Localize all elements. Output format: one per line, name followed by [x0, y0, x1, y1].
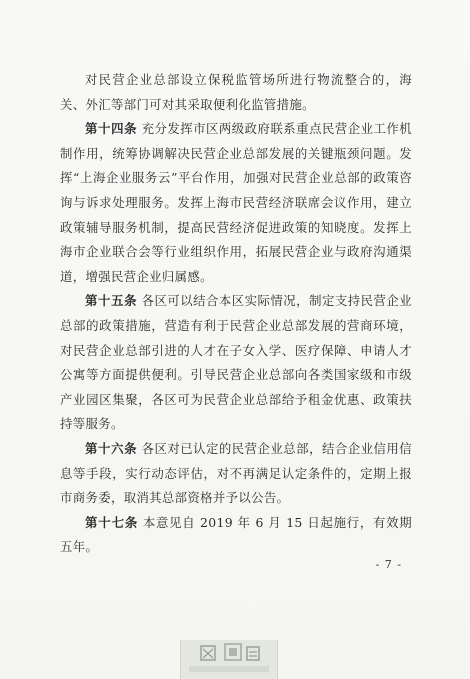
article-15 — [60, 289, 412, 437]
article-heading: 第十六条 — [85, 440, 138, 456]
article-17 — [60, 511, 412, 560]
paragraph-logistics — [60, 68, 412, 117]
page-number: - 7 - — [375, 558, 402, 571]
article-text: 各区可以结合本区实际情况，制定支持民营企业总部的政策措施，营造有利于民营企业总部发展的营商环境，对民营企业总部引进的人才在子女入学、医疗保障、申请人才公寓等方面提供便利。引导民营企业总部向各类国家级和市级产业园区集聚，各区可为民营企业总部给予租金优惠、政策扶持等服务。 — [60, 293, 412, 432]
document-body — [60, 68, 412, 560]
article-heading: 第十五条 — [85, 293, 138, 309]
article-16 — [60, 437, 412, 511]
article-heading: 第十四条 — [85, 121, 138, 137]
article-14 — [60, 117, 412, 289]
article-text: 本意见自 2019 年 6 月 15 日起施行，有效期五年。 — [60, 514, 413, 555]
paragraph-text: 对民营企业总部设立保税监管场所进行物流整合的，海关、外汇等部门可对其采取便利化监管措施。 — [60, 72, 412, 112]
article-heading: 第十七条 — [85, 514, 139, 530]
article-text: 各区对已认定的民营企业总部，结合企业信用信息等手段，实行动态评估，对不再满足认定条件的，定期上报市商务委，取消其总部资格并予以公告。 — [60, 440, 412, 506]
article-text: 充分发挥市区两级政府联系重点民营企业工作机制作用，统筹协调解决民营企业总部发展的关键瓶颈问题。发挥“上海企业服务云”平台作用，加强对民营企业总部的政策咨询与诉求处理服务。发挥上海市民营经济联席会议作用，建立政策辅导服务机制，提高民营经济促进政策的知晓度。发挥上海市企业联合会等行业组织作用，拓展民营企业与政府沟通渠道，增强民营企业归属感。 — [60, 121, 412, 284]
binding-stamp-image — [180, 640, 278, 679]
